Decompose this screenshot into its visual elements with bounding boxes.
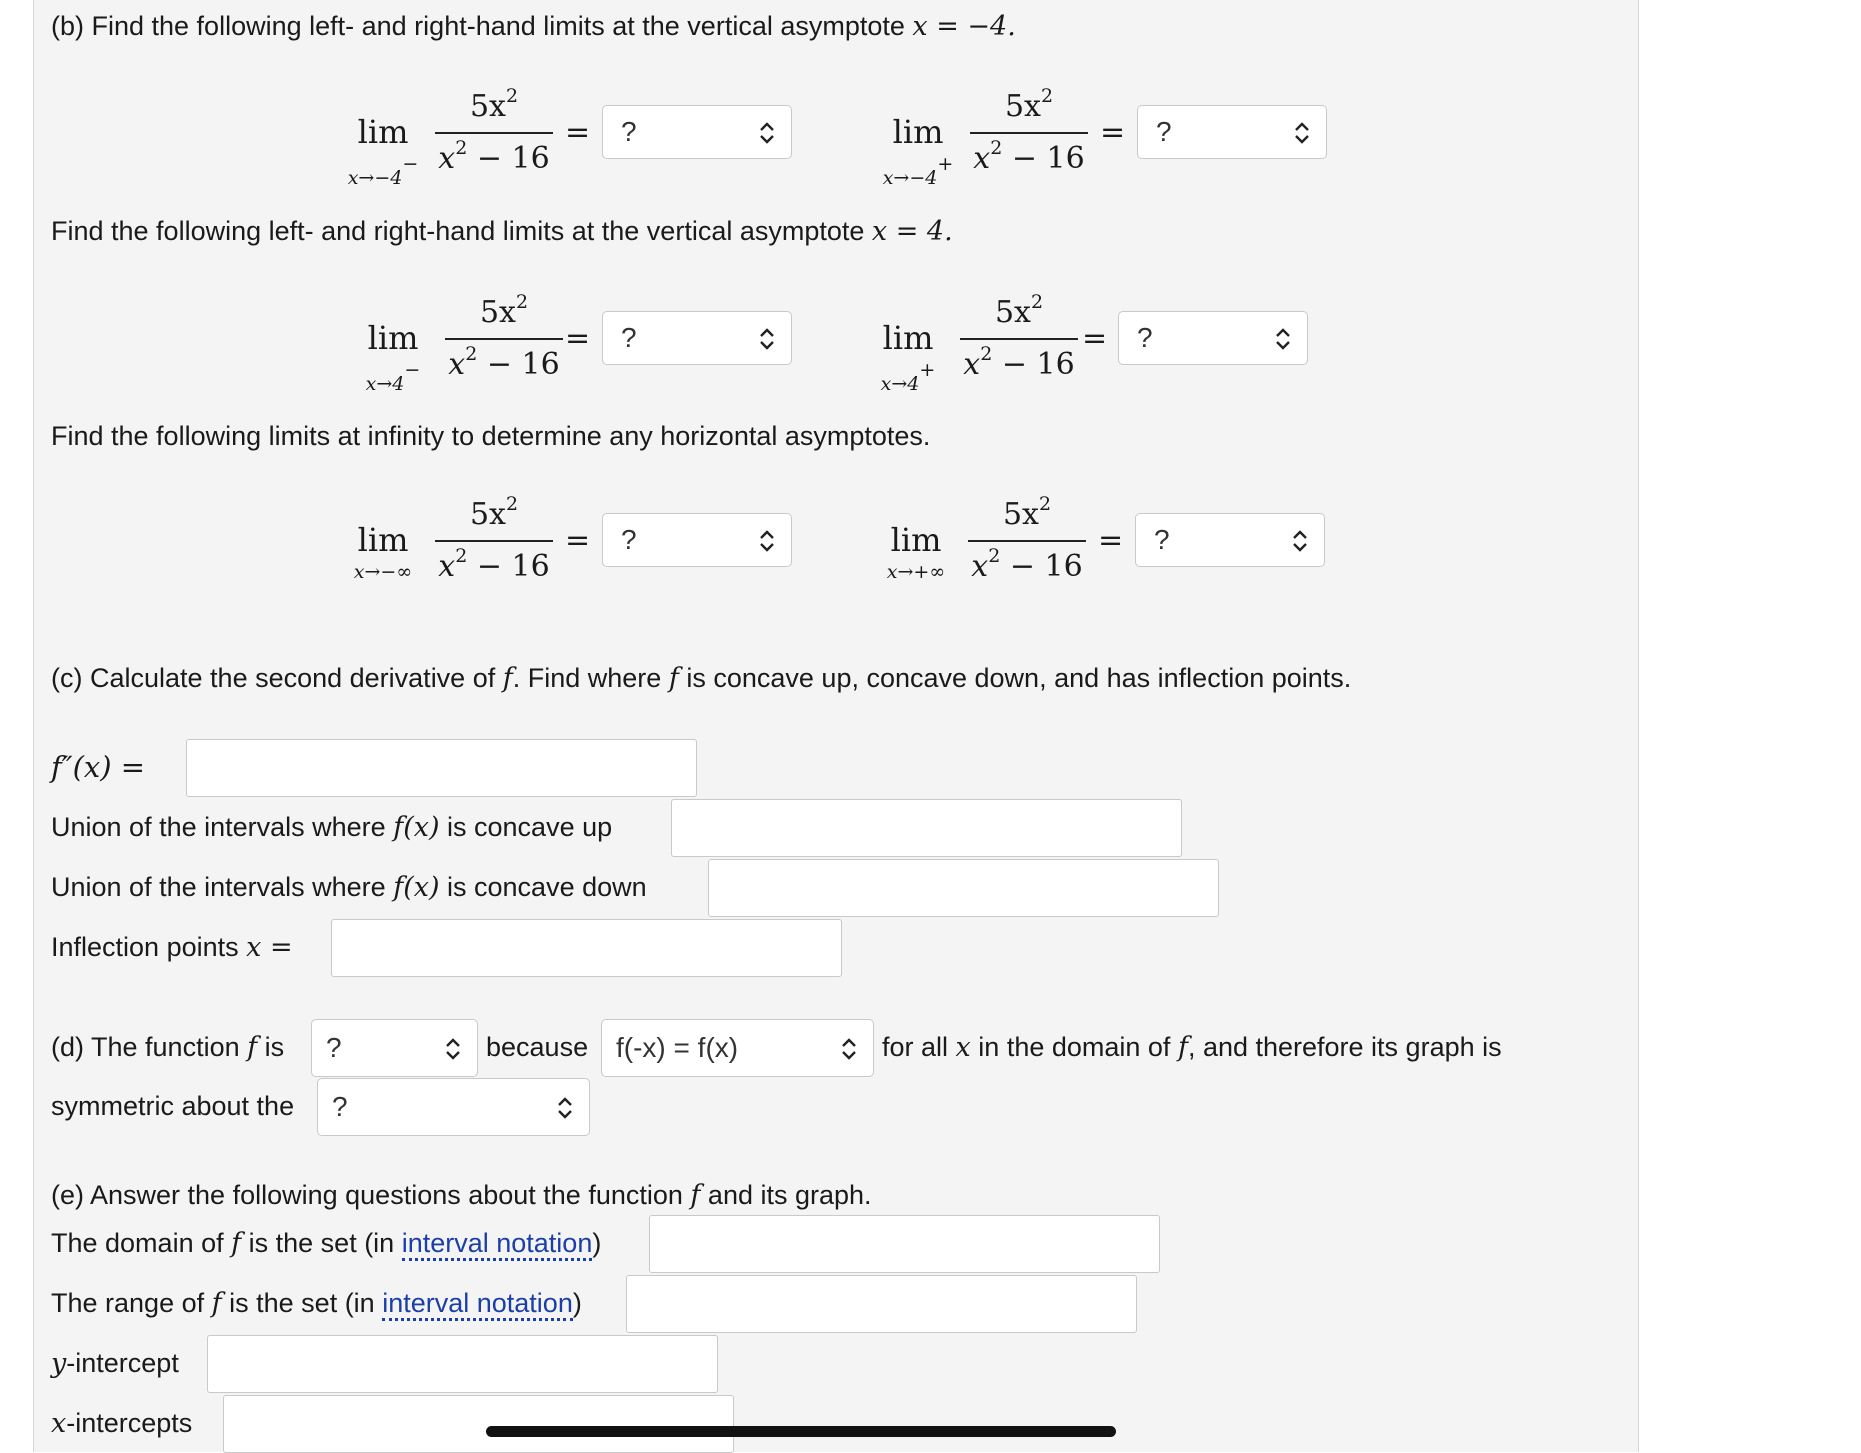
domain-input[interactable] xyxy=(649,1215,1160,1273)
second-derivative-input[interactable] xyxy=(186,739,697,797)
limit-neg-infinity-select[interactable] xyxy=(602,513,792,567)
part-c-heading-text: (c) Calculate the second derivative of xyxy=(51,663,496,693)
denominator: $x^2 - 16$ xyxy=(963,343,1075,382)
select-value: ? xyxy=(326,1032,342,1063)
y-intercept-input[interactable] xyxy=(207,1335,718,1393)
denominator: $x^2 - 16$ xyxy=(438,545,550,584)
equals-sign: = xyxy=(565,523,591,558)
select-value: ? xyxy=(621,524,637,555)
concave-down-input[interactable] xyxy=(708,859,1219,917)
because-text: because xyxy=(486,1032,589,1062)
equals-sign: = xyxy=(565,115,591,150)
second-derivative-label: f″(x) = xyxy=(51,750,146,784)
chevron-updown-icon xyxy=(759,121,775,145)
lim-word: lim xyxy=(367,319,419,357)
chevron-updown-icon xyxy=(557,1096,573,1120)
select-value: ? xyxy=(332,1091,348,1122)
function-symbol: f xyxy=(668,663,679,694)
chevron-updown-icon xyxy=(1294,121,1310,145)
numerator: $5x^2$ xyxy=(469,85,519,124)
fraction-bar xyxy=(970,132,1088,134)
numerator: $5x^2$ xyxy=(479,291,529,330)
part-d-line1-start: (d) The function f is xyxy=(51,1032,285,1063)
x-intercepts-input[interactable] xyxy=(223,1395,734,1453)
equals-sign: = xyxy=(1098,523,1124,558)
limit-left-neg4 xyxy=(335,85,555,189)
lim-subscript: x→−∞ xyxy=(353,561,413,583)
symmetry-axis-select[interactable] xyxy=(317,1078,590,1136)
range-input[interactable] xyxy=(626,1275,1137,1333)
fraction-bar xyxy=(968,540,1086,542)
concave-up-label: Union of the intervals where f(x) is concave up xyxy=(51,812,613,843)
part-b-heading-2 xyxy=(51,215,953,248)
lim-word: lim xyxy=(357,521,409,559)
limit-right-neg4 xyxy=(870,85,1090,189)
select-value: ? xyxy=(621,116,637,147)
limit-pos-infinity xyxy=(868,493,1088,593)
lim-subscript: x→4− xyxy=(365,359,421,395)
domain-label: The domain of f is the set (in interval notation) xyxy=(51,1228,602,1259)
fraction-bar xyxy=(435,132,553,134)
part-c-heading-text: is concave up, concave down, and has inflection points. xyxy=(686,663,1352,693)
numerator: $5x^2$ xyxy=(1004,85,1054,124)
lim-subscript: x→4+ xyxy=(880,359,936,395)
numerator: $5x^2$ xyxy=(469,493,519,532)
chevron-updown-icon xyxy=(841,1037,857,1061)
select-value: f(-x) = f(x) xyxy=(616,1032,739,1063)
numerator: $5x^2$ xyxy=(994,291,1044,330)
select-value: ? xyxy=(621,322,637,353)
lim-subscript: x→−4+ xyxy=(882,153,954,189)
part-d-line2: symmetric about the xyxy=(51,1091,295,1121)
equals-sign: = xyxy=(1082,321,1108,356)
y-intercept-label: y-intercept xyxy=(51,1348,179,1379)
denominator: $x^2 - 16$ xyxy=(448,343,560,382)
part-b-heading xyxy=(51,10,1016,43)
lim-word: lim xyxy=(890,521,942,559)
function-parity-select[interactable] xyxy=(311,1019,478,1077)
chevron-updown-icon xyxy=(445,1037,461,1061)
denominator: $x^2 - 16$ xyxy=(438,137,550,176)
denominator: $x^2 - 16$ xyxy=(971,545,1083,584)
equals-sign: = xyxy=(1100,115,1126,150)
denominator: $x^2 - 16$ xyxy=(973,137,1085,176)
part-e-heading: (e) Answer the following questions about the function f and its graph. xyxy=(51,1180,872,1211)
select-value: ? xyxy=(1137,322,1153,353)
range-label: The range of f is the set (in interval notation) xyxy=(51,1288,582,1319)
inflection-points-input[interactable] xyxy=(331,919,842,977)
lim-subscript: x→−4− xyxy=(347,153,419,189)
limit-left-neg4-select[interactable] xyxy=(602,105,792,159)
chevron-updown-icon xyxy=(1275,327,1291,351)
chevron-updown-icon xyxy=(1292,529,1308,553)
lim-subscript: x→+∞ xyxy=(886,561,946,583)
limit-pos-infinity-select[interactable] xyxy=(1135,513,1325,567)
part-b-heading-text: (b) Find the following left- and right-hand limits at the vertical asymptote xyxy=(51,11,905,41)
lim-word: lim xyxy=(892,113,944,151)
limit-left-4-select[interactable] xyxy=(602,311,792,365)
part-d-line1-end: for all x in the domain of f, and therefore its graph is xyxy=(882,1032,1502,1063)
select-value: ? xyxy=(1156,116,1172,147)
interval-notation-link[interactable]: interval notation xyxy=(382,1288,573,1321)
fraction-bar xyxy=(445,338,563,340)
part-b-heading-math: x = −4. xyxy=(912,11,1016,42)
inflection-points-label: Inflection points x = xyxy=(51,932,293,963)
lim-word: lim xyxy=(357,113,409,151)
part-b-heading-3: Find the following limits at infinity to determine any horizontal asymptotes. xyxy=(51,421,931,451)
fraction-bar xyxy=(960,338,1078,340)
interval-notation-link[interactable]: interval notation xyxy=(402,1228,593,1261)
chevron-updown-icon xyxy=(759,529,775,553)
numerator: $5x^2$ xyxy=(1002,493,1052,532)
concave-up-input[interactable] xyxy=(671,799,1182,857)
limit-right-4-select[interactable] xyxy=(1118,311,1308,365)
horizontal-scrollbar[interactable] xyxy=(486,1426,1116,1437)
part-c-heading-text: . Find where xyxy=(512,663,662,693)
concave-down-label: Union of the intervals where f(x) is concave down xyxy=(51,872,647,903)
part-c-heading xyxy=(51,662,1351,695)
symmetry-identity-select[interactable] xyxy=(601,1019,874,1077)
equals-sign: = xyxy=(565,321,591,356)
chevron-updown-icon xyxy=(759,327,775,351)
limit-left-4 xyxy=(345,291,565,395)
fraction-bar xyxy=(435,540,553,542)
limit-right-neg4-select[interactable] xyxy=(1137,105,1327,159)
limit-neg-infinity xyxy=(335,493,555,593)
part-b-heading-2-math: x = 4. xyxy=(871,216,953,247)
function-symbol: f xyxy=(502,663,513,694)
lim-word: lim xyxy=(882,319,934,357)
x-intercepts-label: x-intercepts xyxy=(51,1408,193,1439)
part-b-heading-2-text: Find the following left- and right-hand limits at the vertical asymptote xyxy=(51,216,865,246)
select-value: ? xyxy=(1154,524,1170,555)
limit-right-4 xyxy=(860,291,1080,395)
